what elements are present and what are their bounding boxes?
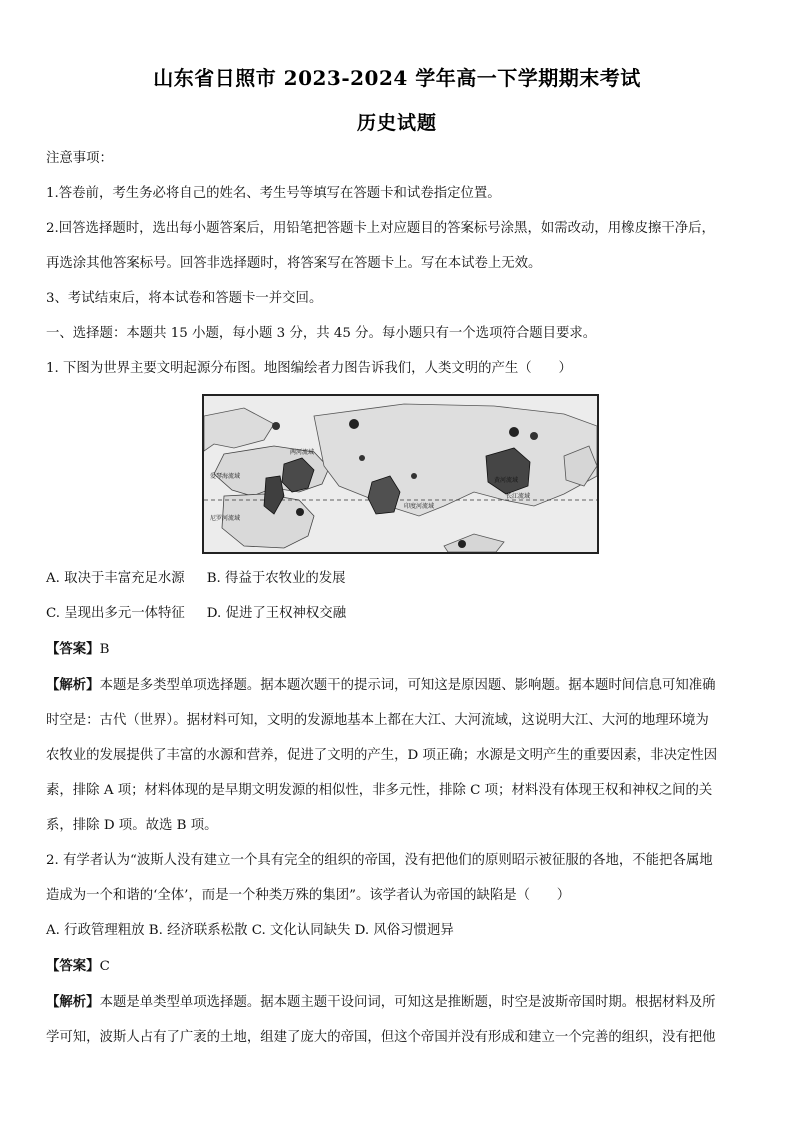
exam-title: 山东省日照市 2023-2024 学年高一下学期期末考试: [153, 66, 641, 90]
notes-heading: 注意事项：: [46, 151, 113, 166]
q1-options-row-1: [46, 568, 748, 590]
q2-answer-value: C: [99, 959, 110, 974]
animal-icon: [458, 540, 466, 548]
analysis-tag: 【解析】: [46, 677, 100, 693]
q1-options-row-2: [46, 603, 748, 625]
q1-option-d: D. 促进了王权神权交融: [206, 606, 347, 621]
q2-analysis-line-2: 学可知，波斯人占有了广袤的土地，组建了庞大的帝国，但这个帝国并没有形成和建立一个完善的组织，没有把他: [46, 1030, 716, 1045]
label-changjiang: 长江流域: [506, 493, 531, 500]
animal-icon: [530, 432, 538, 440]
exam-body: [46, 148, 748, 1049]
q2-options: A. 行政管理粗放 B. 经济联系松散 C. 文化认同缺失 D. 风俗习惯迥异: [46, 923, 454, 938]
q2-answer: [46, 955, 748, 978]
q1-option-a: A. 取决于丰富充足水源: [46, 571, 185, 586]
q2-analysis-text-1: 本题是单类型单项选择题。据本题主题干设问词，可知这是推断题，时空是波斯帝国时期。根据材料及所: [99, 995, 716, 1010]
note-item-2: 2.回答选择题时，选出每小题答案后，用铅笔把答题卡上对应题目的答案标号涂黑，如需改动，用橡皮擦干净后，: [46, 221, 715, 236]
q1-analysis-line-3: 农牧业的发展提供了丰富的水源和营养，促进了文明的产生，D 项正确；水源是文明产生的重要因素，非决定性因: [46, 748, 718, 763]
animal-icon: [296, 508, 304, 516]
label-huanghe: 黄河流域: [494, 477, 519, 484]
label-lianghe: 两河流域: [290, 449, 315, 456]
q2-stem-line-2: 造成为一个和谐的‘全体’，而是一个种类万殊的集团”。该学者认为帝国的缺陷是（ ）: [46, 888, 571, 903]
q1-option-b: B. 得益于农牧业的发展: [206, 571, 346, 586]
label-yindu: 印度河流域: [404, 503, 435, 510]
crop-icon: [411, 473, 417, 479]
exam-subtitle: 历史试题: [356, 112, 437, 134]
q1-analysis-line-1: [46, 674, 748, 697]
label-niluo: 尼罗河流域: [210, 515, 241, 522]
civilization-map: [202, 394, 599, 554]
q1-answer: [46, 638, 748, 661]
q1-analysis-line-4: 素，排除 A 项；材料体现的是早期文明发源的相似性，非多元性，排除 C 项；材料没有体现王权和神权之间的关: [46, 783, 713, 798]
answer-tag: 【答案】: [46, 958, 100, 974]
label-aiqin: 爱琴海流域: [210, 473, 241, 480]
note-item-1: 1.答卷前，考生务必将自己的姓名、考生号等填写在答题卡和试卷指定位置。: [46, 186, 501, 201]
analysis-tag: 【解析】: [46, 994, 100, 1010]
animal-icon: [349, 419, 359, 429]
q1-analysis-text-1: 本题是多类型单项选择题。据本题次题干的提示词，可知这是原因题、影响题。据本题时间信息可知准确: [99, 678, 716, 693]
map-drawing: [204, 396, 597, 552]
animal-icon: [272, 422, 280, 430]
q2-stem-line-1: 2. 有学者认为“波斯人没有建立一个具有完全的组织的帝国，没有把他们的原则昭示被征服的各地，不能把各属地: [46, 853, 713, 868]
q1-stem: 1. 下图为世界主要文明起源分布图。地图编绘者力图告诉我们，人类文明的产生（ ）: [46, 361, 572, 376]
q1-analysis-line-2: 时空是：古代（世界）。据材料可知，文明的发源地基本上都在大江、大河流域，这说明大江、大河的地理环境为: [46, 713, 709, 728]
q2-analysis-line-1: [46, 991, 748, 1014]
note-item-3: 3、考试结束后，将本试卷和答题卡一并交回。: [46, 291, 323, 306]
q1-option-c: C. 呈现出多元一体特征: [46, 606, 185, 621]
note-item-2-cont: 再选涂其他答案标号。回答非选择题时，将答案写在答题卡上。写在本试卷上无效。: [46, 256, 542, 271]
q1-analysis-line-5: 系，排除 D 项。故选 B 项。: [46, 818, 218, 833]
crop-icon: [359, 455, 365, 461]
answer-tag: 【答案】: [46, 641, 100, 657]
q1-answer-value: B: [99, 642, 110, 657]
animal-icon: [509, 427, 519, 437]
section-heading: 一、选择题：本题共 15 小题，每小题 3 分，共 45 分。每小题只有一个选项符合题目要求。: [46, 326, 597, 341]
